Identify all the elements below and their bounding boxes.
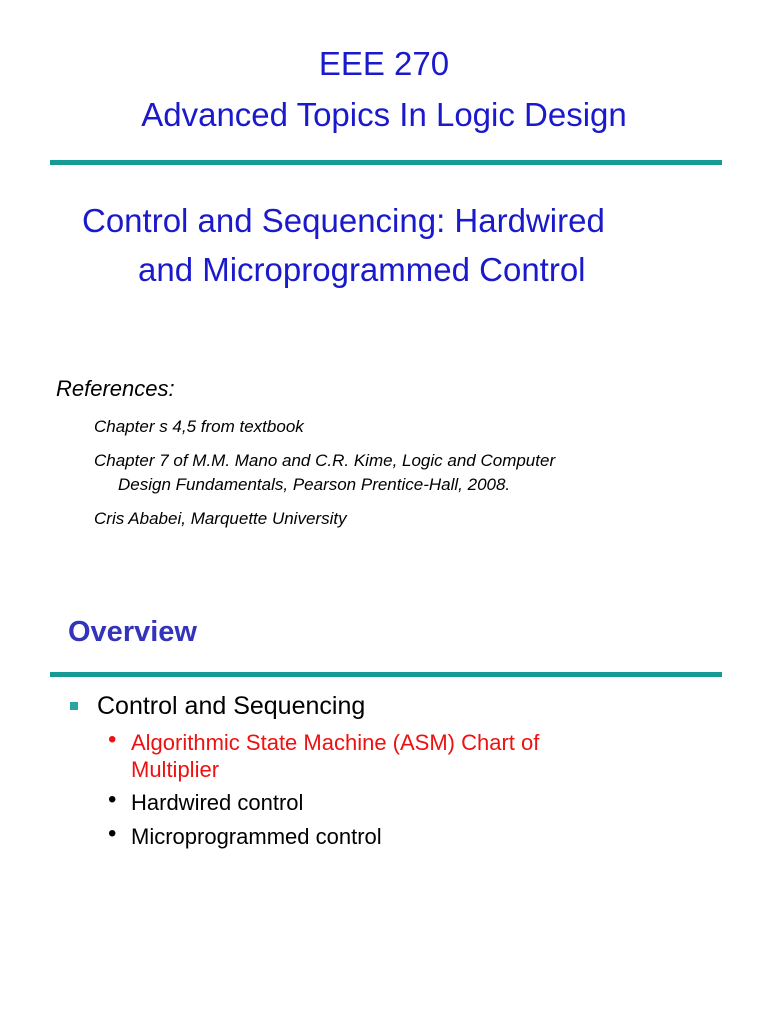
overview-title: Overview <box>68 616 197 648</box>
lecture-subtitle-line1: Control and Sequencing: Hardwired <box>82 202 605 239</box>
reference-item: Chapter s 4,5 from textbook <box>94 417 304 436</box>
overview-divider <box>50 672 722 677</box>
reference-item: Chapter 7 of M.M. Mano and C.R. Kime, Logic and Computer <box>94 451 556 470</box>
round-bullet-icon: • <box>108 726 117 753</box>
course-code-title: EEE 270 <box>318 45 450 82</box>
round-bullet-icon: • <box>108 820 117 847</box>
subitem-hardwired-control: Hardwired control <box>131 790 304 815</box>
subitem-asm-chart-line2: Multiplier <box>131 757 220 782</box>
reference-item-continuation: Design Fundamentals, Pearson Prentice-Hall, 2008. <box>118 475 511 494</box>
references-heading: References: <box>56 376 175 401</box>
course-name-title: Advanced Topics In Logic Design <box>141 96 627 133</box>
square-bullet-icon <box>70 702 78 710</box>
reference-item: Cris Ababei, Marquette University <box>94 509 347 528</box>
subitem-microprogrammed-control: Microprogrammed control <box>131 824 382 849</box>
title-divider <box>50 160 722 165</box>
round-bullet-icon: • <box>108 786 117 813</box>
lecture-subtitle-line2: and Microprogrammed Control <box>138 251 586 288</box>
bullet-control-and-sequencing: Control and Sequencing <box>97 692 366 720</box>
subitem-asm-chart-line1: Algorithmic State Machine (ASM) Chart of <box>131 730 540 755</box>
